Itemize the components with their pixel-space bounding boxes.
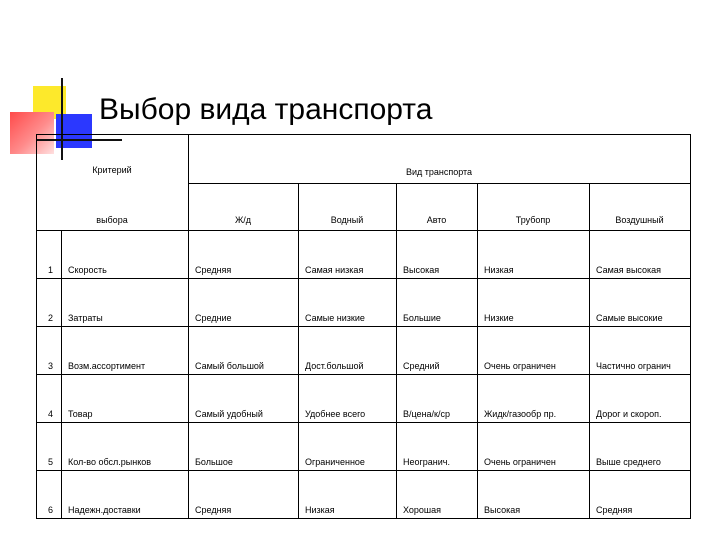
header-mode: Водный [330,215,364,225]
row-number: 1 [47,265,53,275]
header-mode: Воздушный [615,215,664,225]
row-number: 6 [47,505,53,515]
decorative-red-square [10,112,54,154]
row-value: Очень ограничен [484,361,556,371]
row-value: Средняя [195,265,232,275]
table-border-top [36,134,690,135]
row-criterion: Надежн.доставки [68,505,141,515]
table-row-divider [36,230,690,231]
row-criterion: Затраты [68,313,103,323]
table-col-divider [396,183,397,518]
row-value: Дост.большой [305,361,364,371]
row-value: Неогранич. [403,457,450,467]
row-value: Средняя [195,505,232,515]
row-value: Выше среднего [596,457,661,467]
table-col-divider [477,183,478,518]
table-row-divider [36,470,690,471]
row-value: Самая высокая [596,265,662,275]
row-value: В/цена/к/ср [403,409,450,419]
table-border-bottom [36,518,691,519]
row-value: Самые высокие [596,313,663,323]
table-row-divider [36,422,690,423]
row-value: Дорог и скороп. [596,409,662,419]
header-mode: Ж/д [234,215,252,225]
decorative-horizontal-line [36,139,122,141]
row-number: 5 [47,457,53,467]
row-value: Частично огранич [596,361,671,371]
table-row-divider [36,278,690,279]
row-value: Ограниченное [305,457,365,467]
header-criterion-bottom: выбора [96,215,128,225]
table-border-right [690,134,691,518]
header-criterion-top: Критерий [92,165,132,175]
row-value: Самые низкие [305,313,365,323]
row-value: Низкая [305,505,335,515]
header-transport-group: Вид транспорта [405,167,473,177]
table-row-divider [36,326,690,327]
row-value: Средние [195,313,232,323]
row-value: Большое [195,457,233,467]
table-col-divider [589,183,590,518]
row-value: Высокая [484,505,521,515]
decorative-vertical-line [61,78,63,160]
row-number: 3 [47,361,53,371]
row-number: 4 [47,409,53,419]
row-value: Низкая [484,265,514,275]
table-row-divider [36,374,690,375]
row-criterion: Скорость [68,265,107,275]
header-mode: Трубопр [515,215,551,225]
table-col-divider [298,183,299,518]
row-value: Средний [403,361,440,371]
row-value: Большие [403,313,441,323]
header-mode: Авто [426,215,447,225]
row-criterion: Товар [68,409,93,419]
row-value: Самая низкая [305,265,364,275]
row-criterion: Возм.ассортимент [68,361,146,371]
row-value: Средняя [596,505,633,515]
row-value: Высокая [403,265,440,275]
row-value: Удобнее всего [305,409,366,419]
row-value: Жидк/газообр пр. [484,409,557,419]
row-value: Самый большой [195,361,264,371]
row-criterion: Кол-во обсл.рынков [68,457,152,467]
row-value: Очень ограничен [484,457,556,467]
row-value: Самый удобный [195,409,263,419]
row-value: Низкие [484,313,514,323]
row-number: 2 [47,313,53,323]
row-value: Хорошая [403,505,442,515]
table-row-divider [188,183,690,184]
slide-title: Выбор вида транспорта [99,93,433,126]
